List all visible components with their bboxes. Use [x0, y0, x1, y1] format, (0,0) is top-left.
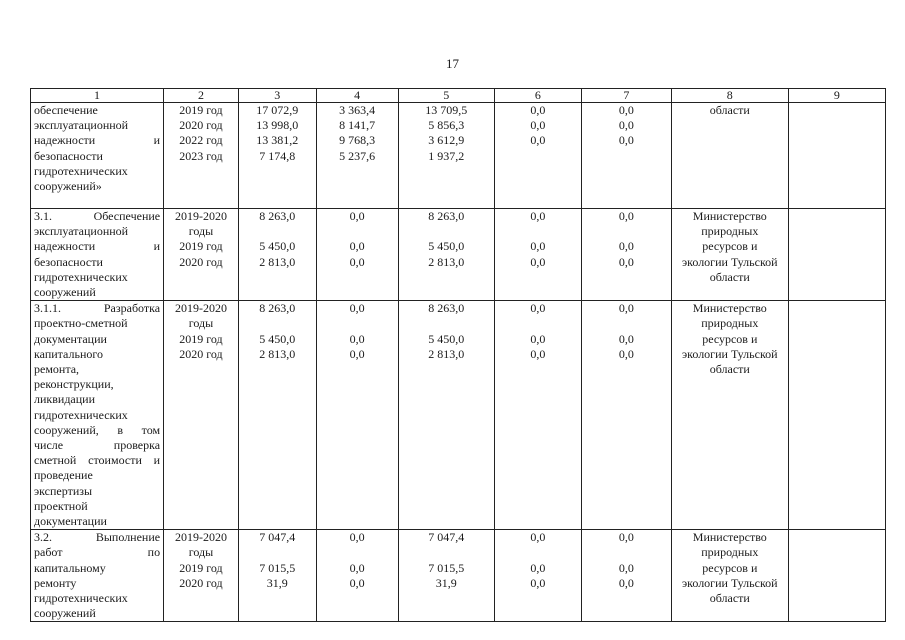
cell-line: 0,0 [530, 346, 546, 361]
regional-budget-cell [398, 209, 494, 301]
cell-line [585, 316, 668, 331]
cell-line: Министерство [692, 301, 767, 316]
cell-line: 2 813,0 [428, 254, 465, 269]
cell-line: ресурсов и [702, 331, 758, 346]
federal-budget-cell [316, 530, 398, 622]
cell-line: 2019 год [179, 103, 223, 117]
cell-line: 13 998,0 [256, 118, 299, 133]
cell-line: эксплуатационной [34, 118, 129, 133]
cell-line: 5 450,0 [428, 331, 465, 346]
cell-line: 0,0 [618, 301, 634, 316]
cell-line: 0,0 [349, 331, 365, 346]
cell-line: 2020 год [179, 118, 223, 133]
cell-line: природных [701, 545, 759, 560]
cell-line [320, 545, 395, 560]
cell-line: 0,0 [618, 560, 634, 575]
cell-line [402, 224, 491, 239]
cell-line: ремонту [34, 575, 77, 590]
cell-line: годы [188, 545, 214, 560]
header-cell: 8 [671, 89, 788, 103]
cell-line: 2019 год [179, 331, 223, 346]
cell-line: проведение [34, 468, 93, 483]
cell-line [320, 316, 395, 331]
cell-line [498, 316, 578, 331]
cell-line [242, 316, 313, 331]
header-cell: 2 [164, 89, 239, 103]
cell-line: безопасности [34, 254, 103, 269]
local-budget-cell [494, 103, 581, 209]
cell-line: 0,0 [349, 209, 365, 223]
item-name-cell [31, 530, 164, 622]
cell-line: 8 263,0 [428, 209, 465, 223]
cell-line: годы [188, 224, 214, 239]
cell-line: 31,9 [266, 575, 288, 590]
cell-line: 2019-2020 [174, 530, 227, 545]
cell-line: 2023 год [179, 148, 223, 163]
cell-line: 2019-2020 [174, 209, 227, 223]
cell-line: экологии Тульской [681, 346, 778, 361]
cell-line: 0,0 [618, 103, 634, 117]
budget-table [30, 88, 886, 622]
cell-line: природных [701, 224, 759, 239]
cell-line: области [709, 362, 750, 377]
total-cell [238, 530, 316, 622]
cell-line: 0,0 [349, 346, 365, 361]
cell-line: 2020 год [179, 346, 223, 361]
header-cell: 4 [316, 89, 398, 103]
cell-line [402, 316, 491, 331]
cell-line: 0,0 [530, 254, 546, 269]
header-cell: 5 [398, 89, 494, 103]
result-cell [788, 103, 885, 209]
local-budget-cell [494, 301, 581, 530]
cell-line: ресурсов и [702, 239, 758, 254]
period-cell [164, 530, 239, 622]
federal-budget-cell [316, 103, 398, 209]
cell-line: обеспечение [34, 103, 98, 117]
cell-line: 8 263,0 [428, 301, 465, 316]
cell-line: 17 072,9 [256, 103, 299, 117]
cell-line: 0,0 [618, 331, 634, 346]
cell-line: 0,0 [349, 301, 365, 316]
period-cell [164, 301, 239, 530]
regional-budget-cell [398, 301, 494, 530]
cell-line: 5 450,0 [259, 331, 296, 346]
cell-line: документации [34, 331, 107, 346]
cell-line: 7 015,5 [259, 560, 296, 575]
cell-line: 7 174,8 [259, 148, 296, 163]
cell-line: области [709, 591, 750, 606]
cell-line: экспертизы [34, 483, 93, 498]
executor-cell [671, 301, 788, 530]
cell-line: 0,0 [530, 209, 546, 223]
cell-line [498, 224, 578, 239]
cell-line: 2 813,0 [259, 346, 296, 361]
cell-line: 0,0 [530, 103, 546, 117]
cell-line: 2019-2020 [174, 301, 227, 316]
table-row [31, 103, 886, 209]
cell-line: 0,0 [349, 560, 365, 575]
cell-line: 0,0 [349, 239, 365, 254]
cell-line: годы [188, 316, 214, 331]
regional-budget-cell [398, 103, 494, 209]
table-row [31, 530, 886, 622]
header-row [31, 89, 886, 103]
cell-line: 3.2. Выполнение [34, 530, 161, 545]
cell-line: 2019 год [179, 560, 223, 575]
cell-line: числе проверка [34, 438, 161, 453]
cell-line: 0,0 [618, 530, 634, 545]
cell-line [585, 224, 668, 239]
cell-line: 3 363,4 [339, 103, 376, 117]
cell-line [498, 545, 578, 560]
cell-line: 0,0 [618, 239, 634, 254]
result-cell [788, 301, 885, 530]
table-row [31, 209, 886, 301]
cell-line: гидротехнических [34, 407, 128, 422]
executor-cell [671, 209, 788, 301]
period-cell [164, 209, 239, 301]
cell-line: сметной стоимости и [34, 453, 161, 468]
cell-line: 2 813,0 [259, 254, 296, 269]
cell-line: 7 047,4 [259, 530, 296, 545]
total-cell [238, 209, 316, 301]
cell-line: Министерство [692, 530, 767, 545]
cell-line: 31,9 [435, 575, 457, 590]
cell-line: 0,0 [530, 331, 546, 346]
cell-line: 0,0 [349, 530, 365, 545]
cell-line: 0,0 [349, 254, 365, 269]
cell-line: безопасности [34, 148, 103, 163]
cell-line: природных [701, 316, 759, 331]
cell-line: капитальному [34, 560, 106, 575]
cell-line: 2022 год [179, 133, 223, 148]
federal-budget-cell [316, 209, 398, 301]
total-cell [238, 301, 316, 530]
cell-line: гидротехнических [34, 163, 128, 178]
cell-line: 0,0 [530, 560, 546, 575]
cell-line: 8 141,7 [339, 118, 376, 133]
header-cell: 7 [581, 89, 671, 103]
cell-line: 0,0 [530, 575, 546, 590]
cell-line: 2019 год [179, 239, 223, 254]
cell-line: 2 813,0 [428, 346, 465, 361]
extra-budget-cell [581, 103, 671, 209]
cell-line: 0,0 [349, 575, 365, 590]
cell-line: 0,0 [618, 118, 634, 133]
cell-line: 8 263,0 [259, 209, 296, 223]
cell-line: сооружений [34, 285, 96, 300]
item-name-cell [31, 301, 164, 530]
total-cell [238, 103, 316, 209]
cell-line: гидротехнических [34, 269, 128, 284]
page-number: 17 [446, 56, 459, 71]
cell-line: 8 263,0 [259, 301, 296, 316]
cell-line: сооружений, в том [34, 422, 161, 437]
cell-line: реконструкции, [34, 377, 114, 392]
period-cell [164, 103, 239, 209]
cell-line: 3.1.1. Разработка [34, 301, 161, 316]
cell-line: 5 856,3 [428, 118, 465, 133]
cell-line: документации [34, 514, 107, 529]
cell-line: 0,0 [618, 575, 634, 590]
local-budget-cell [494, 530, 581, 622]
result-cell [788, 209, 885, 301]
cell-line [320, 224, 395, 239]
cell-line: области [709, 103, 750, 117]
header-cell: 3 [238, 89, 316, 103]
item-name-cell [31, 103, 164, 209]
cell-line: 3.1. Обеспечение [34, 209, 161, 223]
cell-line: ресурсов и [702, 560, 758, 575]
cell-line: сооружений [34, 606, 96, 621]
cell-line: надежности и [34, 239, 161, 254]
local-budget-cell [494, 209, 581, 301]
cell-line: Министерство [692, 209, 767, 223]
cell-line: 7 015,5 [428, 560, 465, 575]
cell-line: экологии Тульской [681, 254, 778, 269]
cell-line: ремонта, [34, 362, 80, 377]
extra-budget-cell [581, 209, 671, 301]
federal-budget-cell [316, 301, 398, 530]
cell-line: надежности и [34, 133, 161, 148]
result-cell [788, 530, 885, 622]
item-name-cell [31, 209, 164, 301]
cell-line: 5 237,6 [339, 148, 376, 163]
cell-line: капитального [34, 346, 103, 361]
cell-line: гидротехнических [34, 591, 128, 606]
cell-line: 9 768,3 [339, 133, 376, 148]
cell-line: проектно-сметной [34, 316, 128, 331]
cell-line [402, 545, 491, 560]
cell-line: проектной [34, 498, 88, 513]
header-cell: 9 [788, 89, 885, 103]
extra-budget-cell [581, 530, 671, 622]
cell-line [242, 545, 313, 560]
cell-line: 0,0 [618, 209, 634, 223]
header-cell: 6 [494, 89, 581, 103]
cell-line: ликвидации [34, 392, 96, 407]
cell-line: работ по [34, 545, 161, 560]
header-cell: 1 [31, 89, 164, 103]
cell-line: 13 709,5 [425, 103, 468, 117]
cell-line: 2020 год [179, 254, 223, 269]
cell-line: 3 612,9 [428, 133, 465, 148]
cell-line: 0,0 [530, 133, 546, 148]
cell-line: 7 047,4 [428, 530, 465, 545]
cell-line: 0,0 [530, 118, 546, 133]
cell-line: 5 450,0 [428, 239, 465, 254]
cell-line: 0,0 [618, 254, 634, 269]
cell-line [585, 545, 668, 560]
cell-line: 5 450,0 [259, 239, 296, 254]
cell-line: эксплуатационной [34, 224, 129, 239]
cell-line: 0,0 [530, 239, 546, 254]
cell-line: 0,0 [618, 133, 634, 148]
cell-line: 0,0 [618, 346, 634, 361]
regional-budget-cell [398, 530, 494, 622]
cell-line: экологии Тульской [681, 575, 778, 590]
cell-line: области [709, 269, 750, 284]
extra-budget-cell [581, 301, 671, 530]
cell-line: 13 381,2 [256, 133, 299, 148]
table-row [31, 301, 886, 530]
cell-line: 2020 год [179, 575, 223, 590]
executor-cell [671, 103, 788, 209]
cell-line: 0,0 [530, 530, 546, 545]
executor-cell [671, 530, 788, 622]
cell-line: 1 937,2 [428, 148, 465, 163]
cell-line: сооружений» [34, 179, 102, 194]
cell-line [242, 224, 313, 239]
cell-line: 0,0 [530, 301, 546, 316]
